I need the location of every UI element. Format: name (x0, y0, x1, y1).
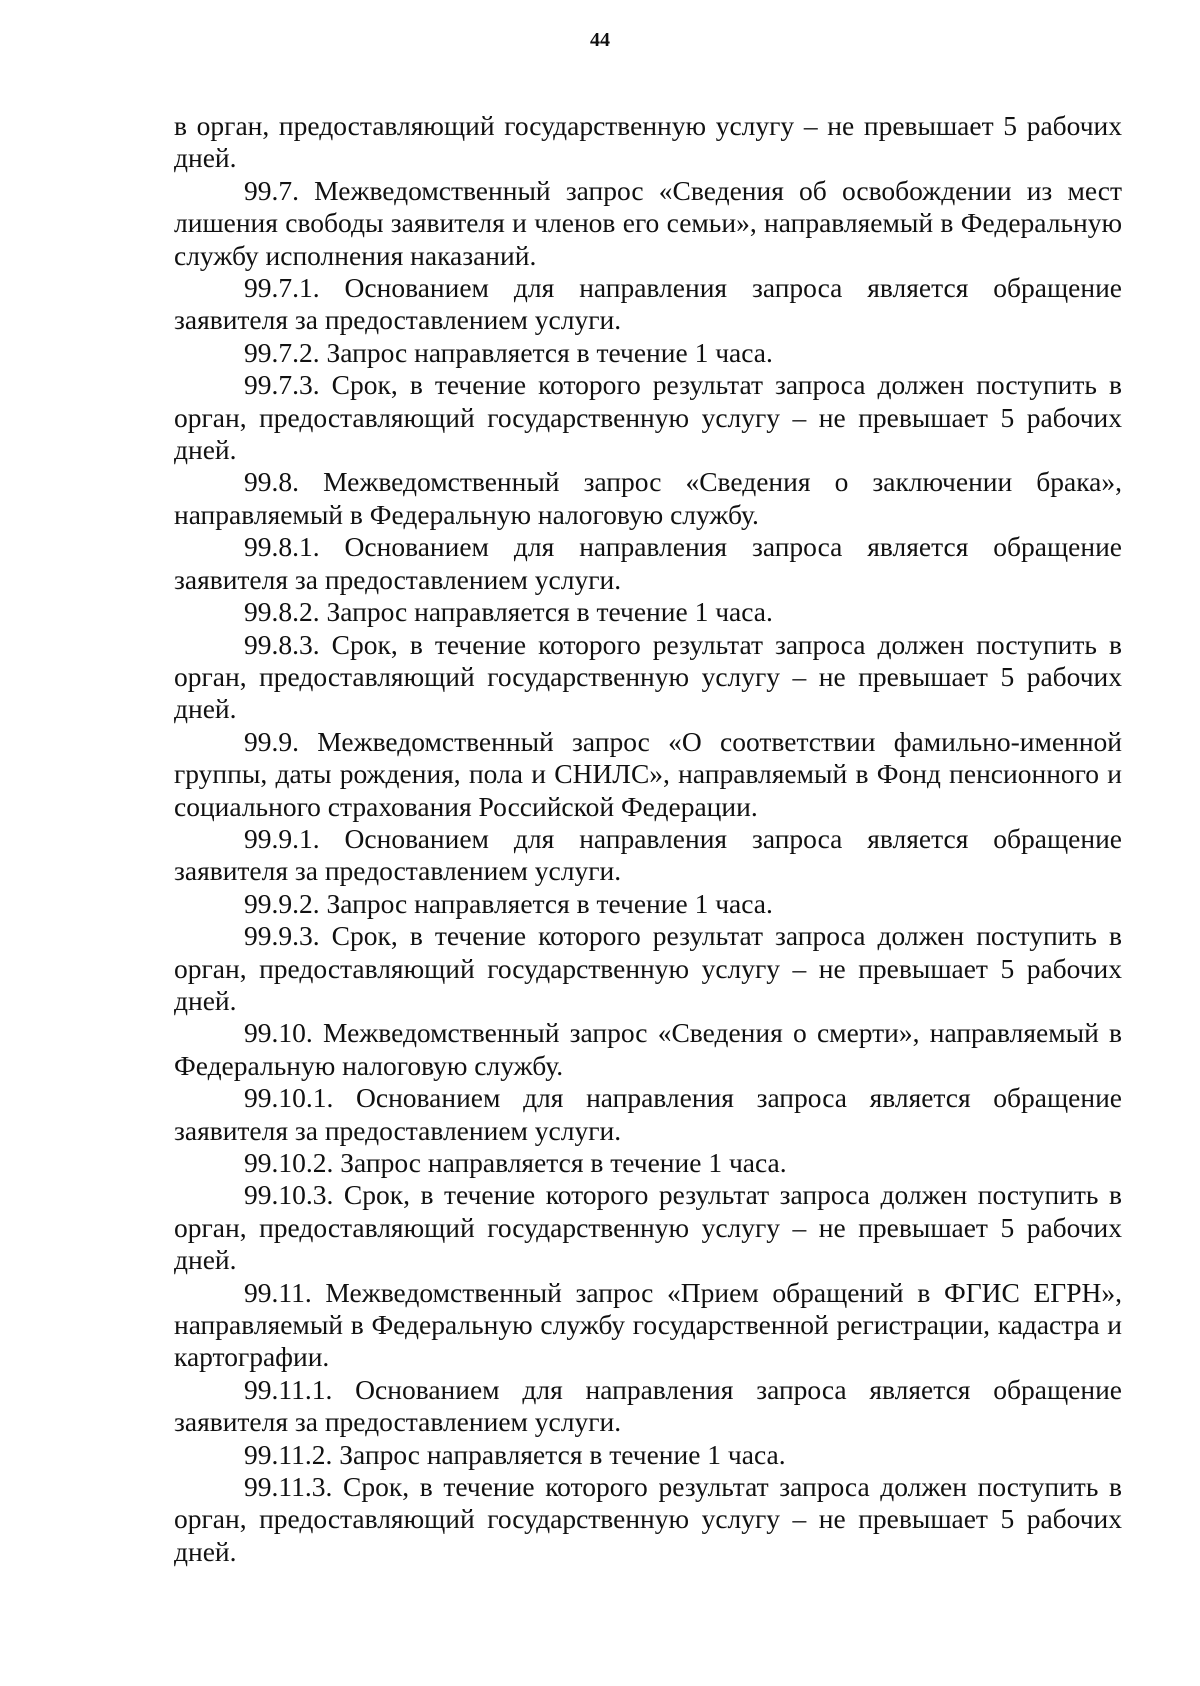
paragraph-99-7: 99.7. Межведомственный запрос «Сведения об освобождении из мест лишения свободы заявителя и членов его семьи», направляемый в Федеральную службу исполнения наказаний. (174, 174, 1122, 271)
paragraph-99-11-2: 99.11.2. Запрос направляется в течение 1 часа. (244, 1438, 786, 1470)
paragraph-99-7-1: 99.7.1. Основанием для направления запроса является обращение заявителя за предоставлением услуги. (174, 272, 1122, 336)
paragraph-99-11: 99.11. Межведомственный запрос «Прием обращений в ФГИС ЕГРН», направляемый в Федеральную службу государственной регистрации, кадастра и картографии. (174, 1276, 1122, 1373)
paragraph-99-8-2: 99.8.2. Запрос направляется в течение 1 часа. (244, 596, 773, 628)
paragraph-99-10-1: 99.10.1. Основанием для направления запроса является обращение заявителя за предоставлением услуги. (174, 1082, 1122, 1146)
paragraph-99-11-1: 99.11.1. Основанием для направления запроса является обращение заявителя за предоставлением услуги. (174, 1373, 1122, 1438)
paragraph-99-10: 99.10. Межведомственный запрос «Сведения о смерти», направляемый в Федеральную налоговую службу. (174, 1017, 1122, 1081)
document-body (174, 110, 1122, 1568)
paragraph-99-8: 99.8. Межведомственный запрос «Сведения о заключении брака», направляемый в Федеральную налоговую службу. (174, 466, 1122, 530)
paragraph-99-8-3: 99.8.3. Срок, в течение которого результат запроса должен поступить в орган, предоставляющий государственную услугу – не превышает 5 рабочих дней. (174, 628, 1122, 725)
page-number: 44 (590, 29, 610, 51)
paragraph-99-11-3: 99.11.3. Срок, в течение которого результат запроса должен поступить в орган, предоставляющий государственную услугу – не превышает 5 рабочих дней. (174, 1471, 1122, 1567)
paragraph-99-7-2: 99.7.2. Запрос направляется в течение 1 часа. (244, 336, 773, 368)
paragraph-99-9-1: 99.9.1. Основанием для направления запроса является обращение заявителя за предоставлением услуги. (174, 822, 1122, 887)
paragraph-99-10-2: 99.10.2. Запрос направляется в течение 1 часа. (244, 1147, 787, 1178)
paragraph-99-9-3: 99.9.3. Срок, в течение которого результат запроса должен поступить в орган, предоставляющий государственную услугу – не превышает 5 рабочих дней. (174, 920, 1122, 1016)
paragraph-99-9: 99.9. Межведомственный запрос «О соответствии фамильно-именной группы, даты рождения, пола и СНИЛС», направляемый в Фонд пенсионного и социального страхования Российской Федерации. (174, 725, 1122, 822)
paragraph-99-7-3: 99.7.3. Срок, в течение которого результат запроса должен поступить в орган, предоставляющий государственную услугу – не превышает 5 рабочих дней. (174, 369, 1122, 466)
paragraph-99-10-3: 99.10.3. Срок, в течение которого результат запроса должен поступить в орган, предоставляющий государственную услугу – не превышает 5 рабочих дней. (174, 1179, 1122, 1276)
paragraph-99-8-1: 99.8.1. Основанием для направления запроса является обращение заявителя за предоставлением услуги. (174, 531, 1122, 595)
paragraph-continuation: в орган, предоставляющий государственную услугу – не превышает 5 рабочих дней. (174, 110, 1122, 174)
paragraph-99-9-2: 99.9.2. Запрос направляется в течение 1 часа. (244, 887, 773, 919)
